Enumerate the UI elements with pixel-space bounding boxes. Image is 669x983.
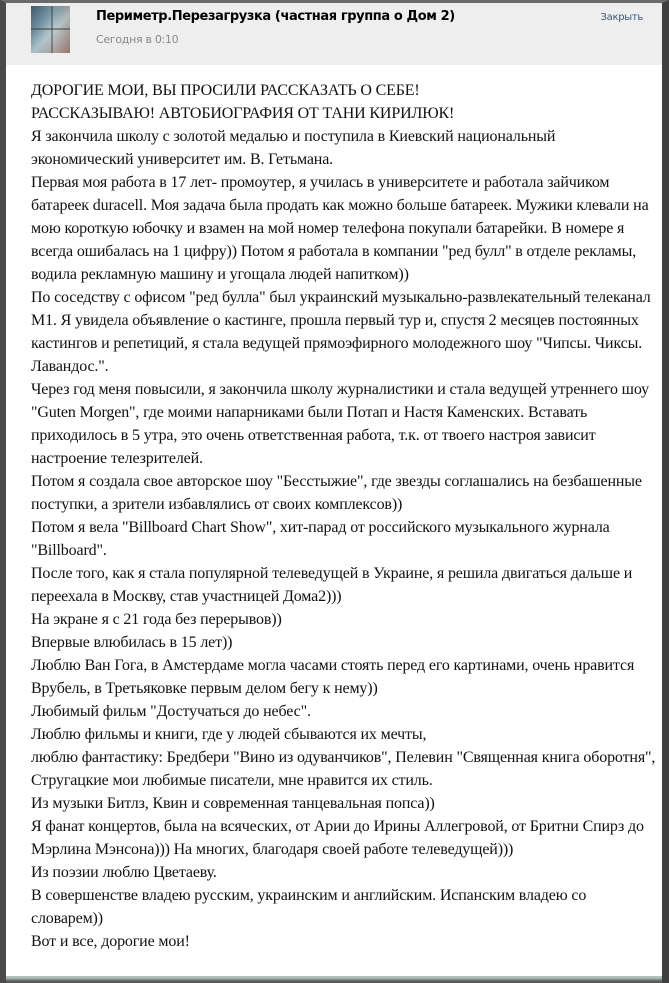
post-paragraph: Потом я вела "Billboard Chart Show", хит-парад от российского музыкального журнала "Billboard". bbox=[31, 519, 610, 559]
window-bottom-edge bbox=[6, 976, 662, 983]
group-title-link[interactable]: Периметр.Перезагрузка (частная группа о Дом 2) bbox=[96, 9, 455, 24]
group-avatar[interactable] bbox=[31, 6, 70, 53]
post-paragraph: Через год меня повысили, я закончила школу журналистики и стала ведущей утреннего шоу "Guten Morgen", где моими напарниками были Потап и Настя Каменских. Вставать приходилось в 5 утра, это очень ответственная работа, т.к. от твоего настроя зависит настроение телезрителей. bbox=[31, 381, 649, 467]
post-paragraph: Люблю Ван Гога, в Амстердаме могла часами стоять перед его картинами, очень нравится Врубель, в Третьяковке первым делом бегу к нему)) bbox=[31, 657, 635, 697]
post-paragraph: Любимый фильм "Достучаться до небес". bbox=[31, 703, 311, 720]
post-body bbox=[31, 79, 656, 953]
post-paragraph: Впервые влюбилась в 15 лет)) bbox=[31, 634, 233, 651]
post-paragraph: Первая моя работа в 17 лет- промоутер, я училась в университете и работала зайчиком батареек duracell. Моя задача была продать как можно больше батареек. Мужики клевали на мою короткую юбочку и взамен на мой номер телефона покупали батарейки. В номере я всегда ошибалась на 1 цифру)) Потом я работала в компании "ред булл" в отделе рекламы, водила рекламную машину и угощала людей напитком)) bbox=[31, 174, 649, 283]
post-paragraph: После того, как я стала популярной телеведущей в Украине, я решила двигаться дальше и переехала в Москву, став участницей Дома2))) bbox=[31, 565, 633, 605]
post-paragraph: Из музыки Битлз, Квин и современная танцевальная попса)) bbox=[31, 795, 435, 812]
post-paragraph: Я фанат концертов, была на всяческих, от Арии до Ирины Аллегровой, от Бритни Спирз до Мэрлина Мэнсона))) На многих, благодаря своей работе телеведущей))) bbox=[31, 818, 644, 858]
close-button[interactable]: Закрыть bbox=[600, 12, 643, 23]
post-paragraph: В совершенстве владею русским, украинским и английским. Испанским владею со словарем)) bbox=[31, 887, 587, 927]
post-paragraph: РАССКАЗЫВАЮ! АВТОБИОГРАФИЯ ОТ ТАНИ КИРИЛЮК! bbox=[31, 105, 455, 122]
post-paragraph: Я закончила школу с золотой медалью и поступила в Киевский национальный экономический университет им. В. Гетьмана. bbox=[31, 128, 556, 168]
post-paragraph: ДОРОГИЕ МОИ, ВЫ ПРОСИЛИ РАССКАЗАТЬ О СЕБЕ! bbox=[31, 82, 420, 99]
post-paragraph: Люблю фильмы и книги, где у людей сбываются их мечты, bbox=[31, 726, 427, 743]
post-paragraph: люблю фантастику: Бредбери "Вино из одуванчиков", Пелевин "Священная книга оборотня", Стругацкие мои любимые писатели, мне нравится их стиль. bbox=[31, 749, 656, 789]
post-header bbox=[6, 3, 662, 65]
post-paragraph: Вот и все, дорогие мои! bbox=[31, 933, 190, 950]
post-paragraph: Из поэзии люблю Цветаеву. bbox=[31, 864, 217, 881]
post-paragraph: На экране я с 21 года без перерывов)) bbox=[31, 611, 282, 628]
post-paragraph: Потом я создала свое авторское шоу "Бесстыжие", где звезды соглашались на безбашенные поступки, а зрители избавлялись от своих комплексов)) bbox=[31, 473, 642, 513]
post-paragraph: По соседству с офисом "ред булла" был украинский музыкально-развлекательный телеканал М1. Я увидела объявление о кастинге, прошла первый тур и, спустя 2 месяцев постоянных кастингов и репетиций, я стала ведущей прямоэфирного молодежного шоу "Чипсы. Чиксы. Лавандос.". bbox=[31, 289, 651, 375]
post-timestamp[interactable]: Сегодня в 0:10 bbox=[96, 33, 179, 46]
